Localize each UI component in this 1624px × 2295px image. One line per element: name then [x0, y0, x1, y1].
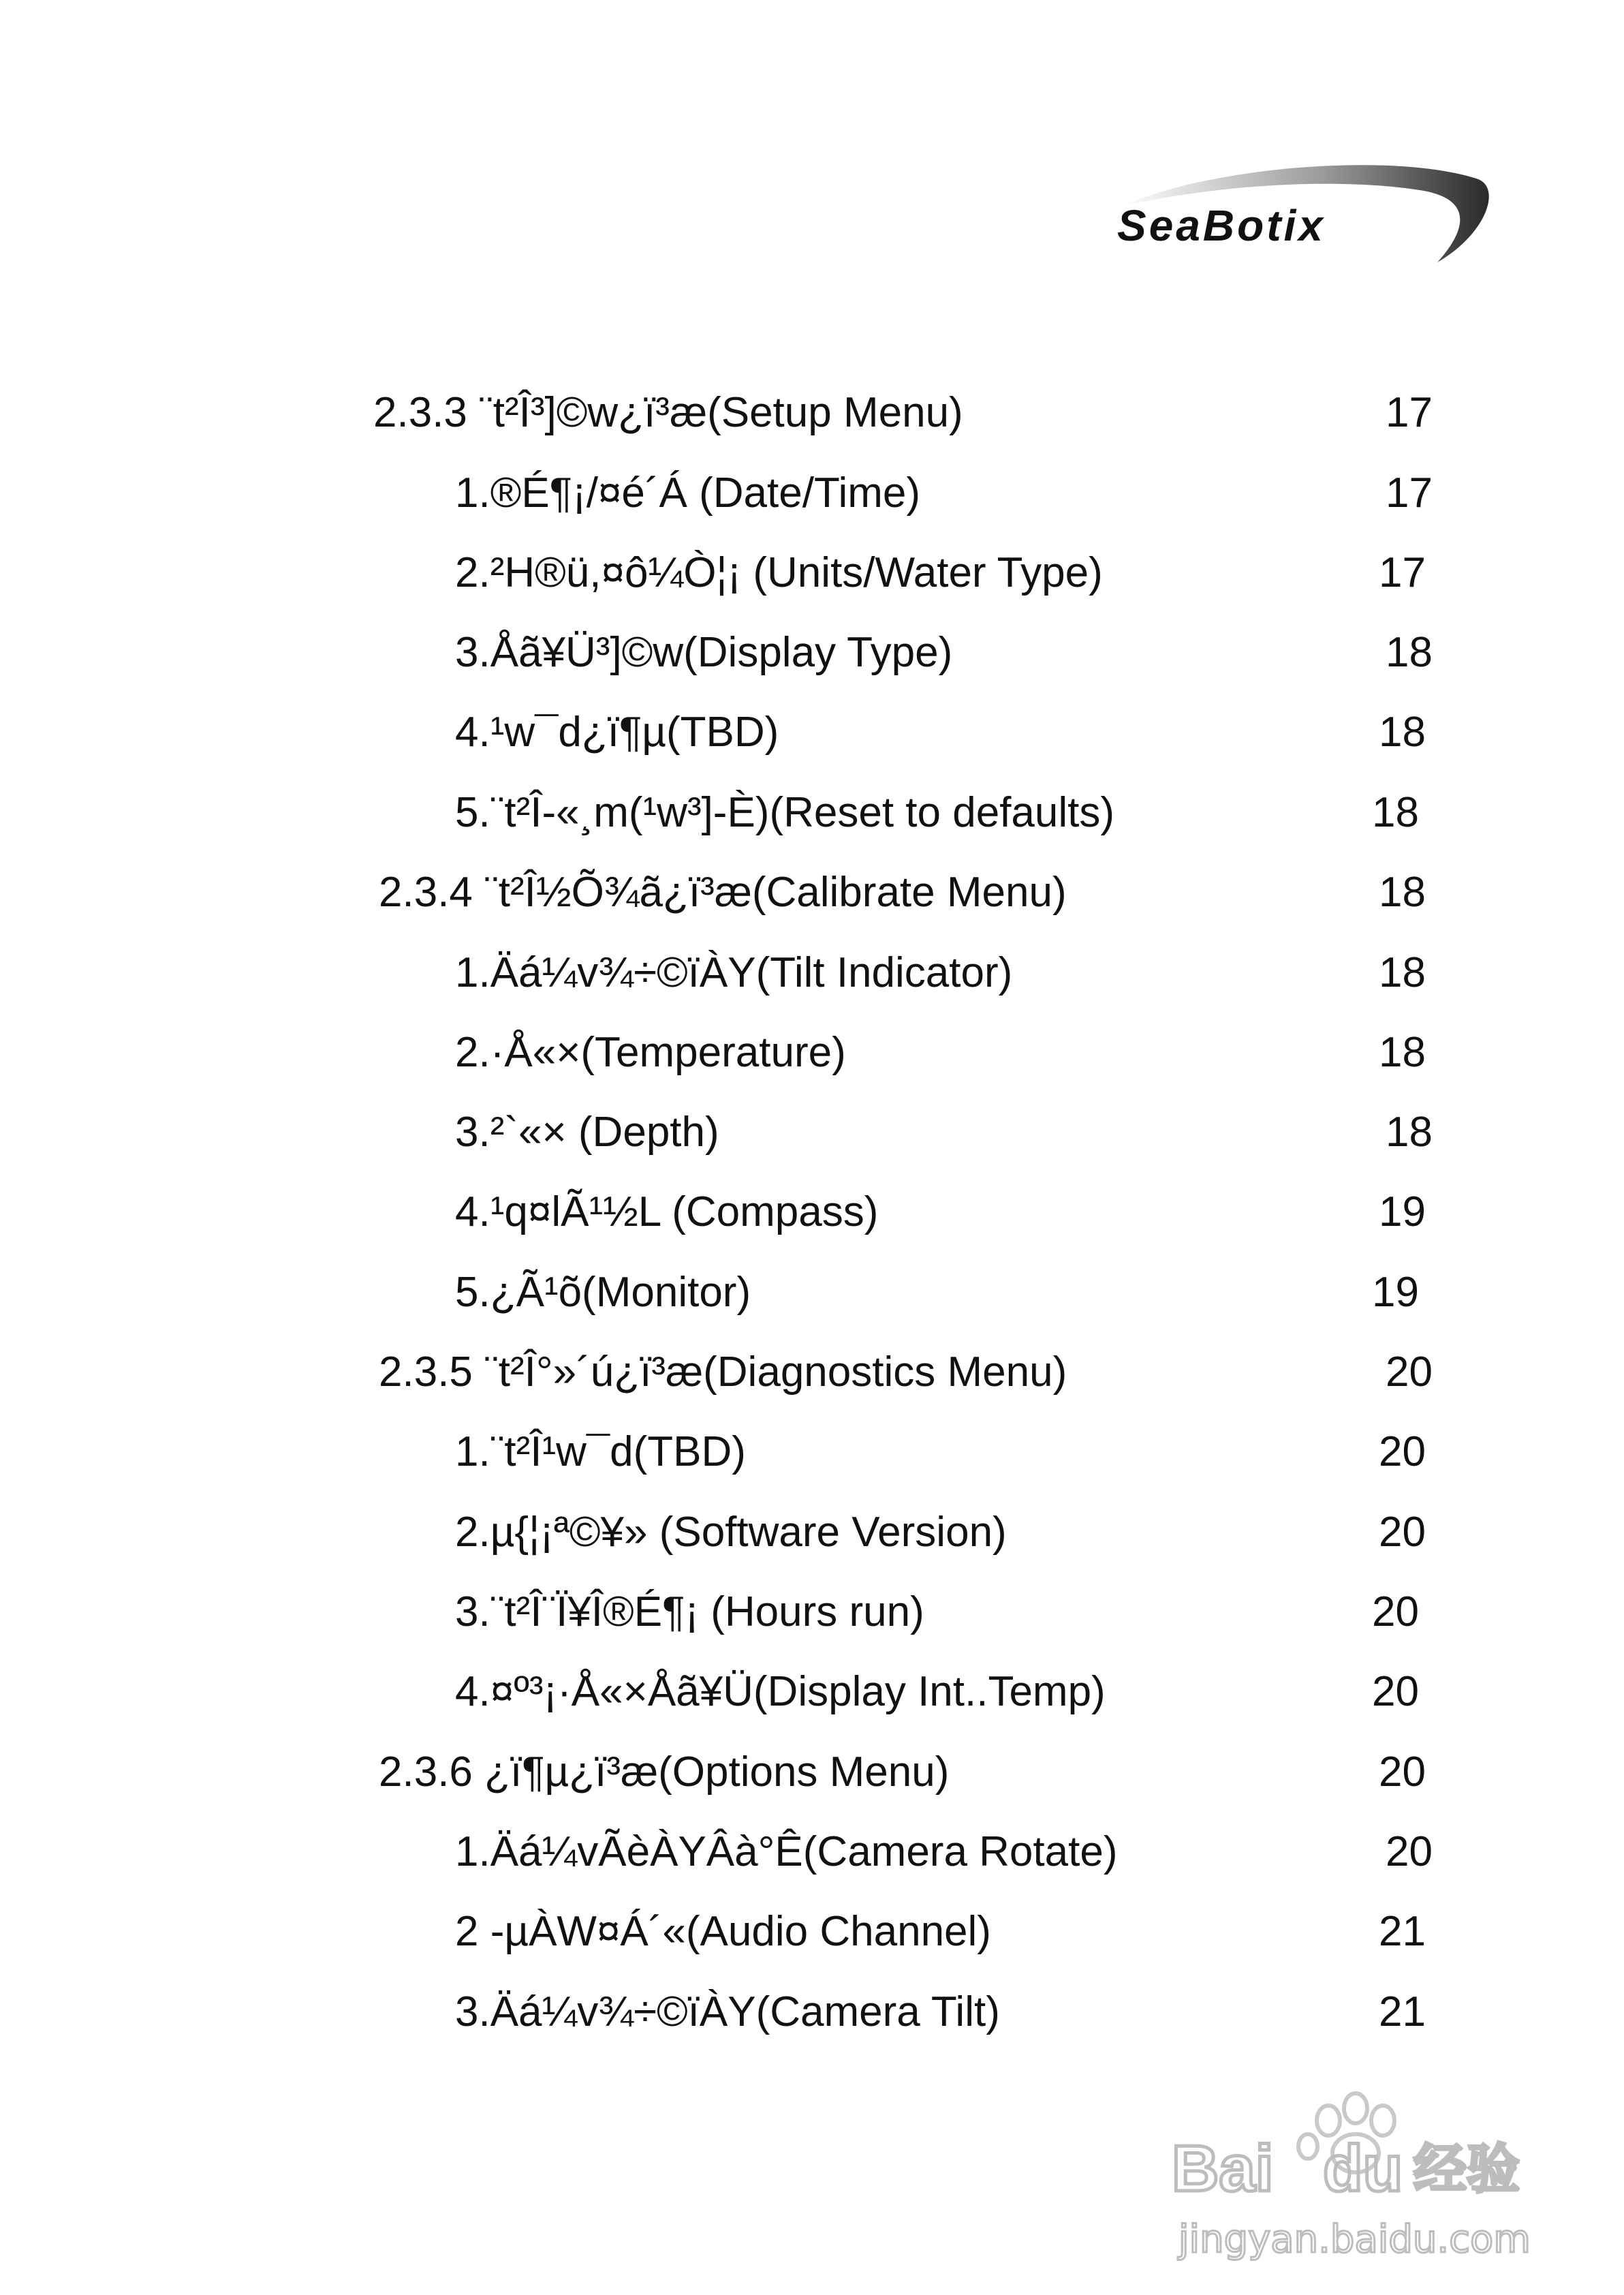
- toc-entry: [455, 1175, 1426, 1250]
- baidu-jingyan-watermark: [1151, 2071, 1587, 2276]
- toc-entry: [455, 695, 1426, 770]
- toc-entry-page: 18: [1372, 789, 1419, 836]
- toc-entry-label: 4.¹q¤lÃ¹½L (Compass): [455, 1188, 879, 1235]
- toc-entry-label: 2.3.3 ¨t²Î³]©w¿ï³æ(Setup Menu): [373, 389, 963, 436]
- toc-entry-page: 20: [1386, 1349, 1433, 1396]
- toc-entry-page: 18: [1379, 869, 1426, 916]
- toc-entry: [455, 1015, 1426, 1090]
- toc-entry: [455, 536, 1426, 611]
- toc-entry-page: 21: [1379, 1908, 1426, 1955]
- toc-entry: [455, 1815, 1433, 1890]
- toc-entry-page: 18: [1386, 629, 1433, 676]
- toc-entry-label: 5.¿Ã¹õ(Monitor): [455, 1269, 751, 1316]
- toc-entry-label: 2 -µÀW¤Á´«(Audio Channel): [455, 1908, 991, 1955]
- toc-entry-label: 4.¹w¯d¿ï¶µ(TBD): [455, 709, 779, 756]
- toc-entry-page: 20: [1379, 1509, 1426, 1556]
- toc-entry-label: 2.²H®ü,¤ô¼Ò¦¡ (Units/Water Type): [455, 549, 1103, 596]
- toc-entry: [455, 1255, 1419, 1330]
- toc-entry: [455, 1575, 1419, 1650]
- toc-entry-page: 18: [1379, 709, 1426, 756]
- toc-entry-label: 5.¨t²Î-«¸m(¹w³]-È)(Reset to defaults): [455, 789, 1115, 836]
- toc-entry-page: 19: [1379, 1188, 1426, 1235]
- toc-entry: [455, 1654, 1419, 1729]
- toc-entry-label: 1.¨t²Î¹w¯d(TBD): [455, 1428, 746, 1475]
- toc-entry: [379, 855, 1426, 930]
- toc-entry-page: 18: [1379, 949, 1426, 996]
- svg-text:jingyan.baidu.com: jingyan.baidu.com: [1178, 2217, 1531, 2262]
- toc-entry-page: 19: [1372, 1269, 1419, 1316]
- toc-entry-label: 2.µ{¦¡ª©¥» (Software Version): [455, 1509, 1007, 1556]
- toc-entry: [455, 1975, 1426, 2050]
- toc-entry: [455, 1495, 1426, 1570]
- svg-text:经验: 经验: [1414, 2139, 1520, 2200]
- toc-entry: [455, 1095, 1433, 1170]
- toc-entry-label: 3.²`«× (Depth): [455, 1109, 719, 1156]
- toc-entry-page: 20: [1386, 1828, 1433, 1875]
- toc-entry-label: 2.3.5 ¨t²Î°»´ú¿ï³æ(Diagnostics Menu): [379, 1349, 1067, 1396]
- toc-entry-page: 20: [1372, 1588, 1419, 1635]
- toc-entry-page: 20: [1379, 1428, 1426, 1475]
- toc-entry: [455, 615, 1433, 690]
- toc-entry-page: 18: [1379, 1029, 1426, 1076]
- toc-entry: [455, 1415, 1426, 1490]
- toc-entry-page: 21: [1379, 1988, 1426, 2035]
- toc-entry-page: 17: [1386, 469, 1433, 517]
- toc-entry-page: 17: [1379, 549, 1426, 596]
- svg-text:SeaBotix: SeaBotix: [1117, 201, 1326, 250]
- toc-entry-label: 2.3.4 ¨t²Î½Õ¾ã¿ï³æ(Calibrate Menu): [379, 869, 1067, 916]
- toc-entry: [455, 456, 1433, 531]
- toc-entry-label: 1.®É¶¡/¤é´Á (Date/Time): [455, 469, 921, 517]
- toc-entry-page: 18: [1386, 1109, 1433, 1156]
- toc-entry: [379, 1335, 1433, 1410]
- toc-entry-page: 20: [1379, 1749, 1426, 1796]
- toc-entry: [455, 1894, 1426, 1969]
- toc-entry-page: 20: [1372, 1668, 1419, 1715]
- toc-entry-label: 3.¨t²Î¨Ï¥Î®É¶¡ (Hours run): [455, 1588, 924, 1635]
- toc-entry-label: 2.3.6 ¿ï¶µ¿ï³æ(Options Menu): [379, 1749, 950, 1796]
- toc-entry-label: 3.Åã¥Ü³]©w(Display Type): [455, 629, 953, 676]
- toc-entry-label: 1.Äá¼vÃèÀYÂà°Ê(Camera Rotate): [455, 1828, 1118, 1875]
- toc-entry: [455, 775, 1419, 850]
- toc-entry: [373, 375, 1433, 450]
- toc-entry-label: 3.Äá¼v¾÷©ïÀY(Camera Tilt): [455, 1988, 1000, 2035]
- toc-entry-label: 1.Äá¼v¾÷©ïÀY(Tilt Indicator): [455, 949, 1013, 996]
- svg-text:Bai: Bai: [1172, 2132, 1274, 2205]
- svg-text:du: du: [1323, 2132, 1403, 2205]
- toc-entry: [455, 936, 1426, 1011]
- toc-entry-label: 4.¤º³¡·Å«×Åã¥Ü(Display Int..Temp): [455, 1668, 1106, 1715]
- toc-entry-page: 17: [1386, 389, 1433, 436]
- toc-entry-label: 2.·Å«×(Temperature): [455, 1029, 846, 1076]
- toc-entry: [379, 1735, 1426, 1810]
